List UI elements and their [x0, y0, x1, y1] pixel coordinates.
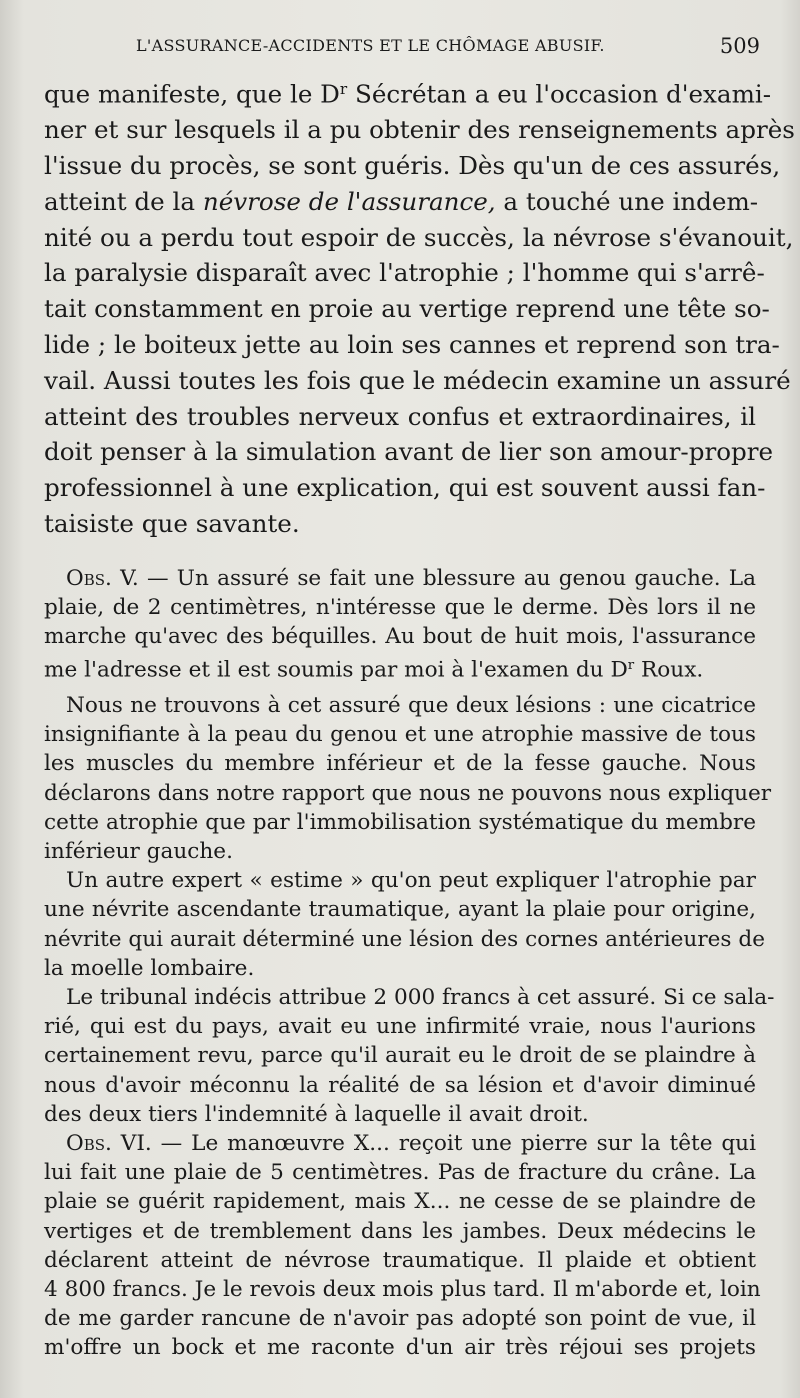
text-line: vail. Aussi toutes les fois que le médecin examine un assuré — [44, 365, 791, 395]
text-line: la moelle lombaire. — [44, 955, 255, 981]
text-line: déclarons dans notre rapport que nous ne pouvons nous expliquer — [44, 780, 772, 806]
text-line: tait constamment en proie au vertige reprend une tête so- — [44, 294, 770, 324]
text-line: névrite qui aurait déterminé une lésion des cornes antérieures de — [44, 926, 765, 952]
text-line: atteint de la névrose de l'assurance, a touché une indem- — [44, 186, 759, 216]
text-line: des deux tiers l'indemnité à laquelle il avait droit. — [44, 1101, 589, 1127]
text-line: insignifiante à la peau du genou et une atrophie massive de tous — [44, 722, 756, 748]
text-line: cette atrophie que par l'immobilisation systématique du membre — [44, 809, 756, 835]
text-line: vertiges et de tremblement dans les jambes. Deux médecins le — [44, 1218, 756, 1244]
observation-label: Obs. V. — [66, 565, 139, 591]
text-line: taisiste que savante. — [44, 508, 300, 538]
text-line: Le tribunal indécis attribue 2 000 francs à cet assuré. Si ce sala- — [66, 984, 775, 1010]
text-line: professionnel à une explication, qui est souvent aussi fan- — [44, 473, 766, 503]
text-line: plaie, de 2 centimètres, n'intéresse que le derme. Dès lors il ne — [44, 594, 756, 620]
text-line: nous d'avoir méconnu la réalité de sa lésion et d'avoir diminué — [44, 1072, 756, 1098]
text-line: l'issue du procès, se sont guéris. Dès qu'un de ces assurés, — [44, 150, 781, 180]
text-line: m'offre un bock et me raconte d'un air très réjoui ses projets — [44, 1335, 756, 1361]
body-text — [44, 72, 795, 1363]
observation-label: Obs. VI. — [66, 1130, 152, 1156]
text-line: inférieur gauche. — [44, 838, 233, 864]
running-title: L'ASSURANCE-ACCIDENTS ET LE CHÔMAGE ABUSIF. — [136, 36, 605, 55]
page-number: 509 — [719, 34, 760, 58]
text-line: me l'adresse et il est soumis par moi à l'examen du $D^r$ Roux. — [44, 657, 704, 683]
text-line: plaie se guérit rapidement, mais X... ne cesse de se plaindre de — [44, 1189, 756, 1215]
paragraph-closing-discussion — [44, 72, 795, 542]
text-line: Nous ne trouvons à cet assuré que deux lésions : une cicatrice — [66, 692, 756, 718]
text-line: que manifeste, que le $D^r$ Sécrétan a eu l'occasion d'exami- — [44, 79, 772, 109]
text-line: déclarent atteint de névrose traumatique. Il plaide et obtient — [44, 1247, 756, 1273]
text-line: ner et sur lesquels il a pu obtenir des renseignements après — [44, 115, 795, 145]
text-line: certainement revu, parce qu'il aurait eu le droit de se plaindre à — [44, 1043, 756, 1069]
text-line: Obs. V. — Un assuré se fait une blessure au genou gauche. La — [66, 565, 756, 591]
text-line: Obs. VI. — Le manœuvre X... reçoit une pierre sur la tête qui — [66, 1130, 756, 1156]
text-line: lide ; le boiteux jette au loin ses cannes et reprend son tra- — [44, 329, 780, 359]
text-line: marche qu'avec des béquilles. Au bout de huit mois, l'assurance — [44, 624, 756, 650]
text-line: une névrite ascendante traumatique, ayant la plaie pour origine, — [44, 897, 756, 923]
text-line: doit penser à la simulation avant de lier son amour-propre — [44, 437, 774, 467]
observation-five — [44, 564, 775, 1129]
text-line: rié, qui est du pays, avait eu une infirmité vraie, nous l'aurions — [44, 1014, 756, 1040]
text-line: les muscles du membre inférieur et de la fesse gauche. Nous — [44, 751, 756, 777]
observation-six — [44, 1129, 761, 1363]
text-line: la paralysie disparaît avec l'atrophie ; l'homme qui s'arrê- — [44, 258, 765, 288]
text-line: nité ou a perdu tout espoir de succès, la névrose s'évanouit, — [44, 222, 794, 252]
text-line: lui fait une plaie de 5 centimètres. Pas de fracture du crâne. La — [44, 1160, 756, 1186]
text-line: 4 800 francs. Je le revois deux mois plus tard. Il m'aborde et, loin — [44, 1276, 761, 1302]
text-line: atteint des troubles nerveux confus et extraordinaires, il — [44, 401, 756, 431]
running-head — [44, 34, 760, 60]
text-line: de me garder rancune de n'avoir pas adopté son point de vue, il — [44, 1306, 756, 1332]
text-line: Un autre expert « estime » qu'on peut expliquer l'atrophie par — [66, 868, 756, 894]
